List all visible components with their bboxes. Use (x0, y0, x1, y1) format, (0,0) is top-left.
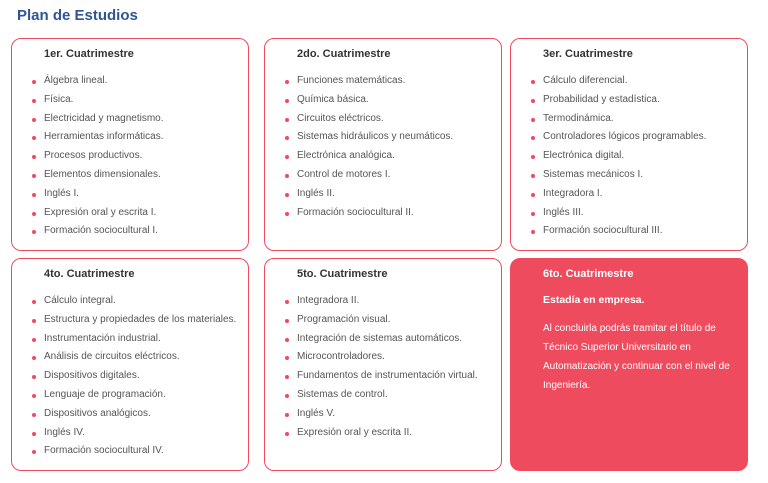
list-item: Cálculo integral. (32, 292, 236, 311)
list-item: Expresión oral y escrita I. (32, 204, 164, 223)
list-item: Electrónica digital. (531, 147, 706, 166)
list-item: Electrónica analógica. (285, 147, 453, 166)
list-item: Integración de sistemas automáticos. (285, 330, 478, 349)
list-item: Integradora I. (531, 185, 706, 204)
list-item: Fundamentos de instrumentación virtual. (285, 367, 478, 386)
list-item: Electricidad y magnetismo. (32, 110, 164, 129)
subject-list (531, 72, 706, 241)
list-item: Formación sociocultural IV. (32, 442, 236, 461)
card-title: 6to. Cuatrimestre (543, 268, 634, 280)
list-item: Inglés III. (531, 204, 706, 223)
card-cuatrimestre-4 (11, 258, 249, 471)
card-title: 5to. Cuatrimestre (297, 268, 388, 280)
list-item: Cálculo diferencial. (531, 72, 706, 91)
list-item: Inglés II. (285, 185, 453, 204)
list-item: Funciones matemáticas. (285, 72, 453, 91)
list-item: Física. (32, 91, 164, 110)
card-subtitle: Estadía en empresa. (543, 294, 645, 306)
list-item: Inglés IV. (32, 424, 236, 443)
list-item: Integradora II. (285, 292, 478, 311)
list-item: Probabilidad y estadística. (531, 91, 706, 110)
list-item: Instrumentación industrial. (32, 330, 236, 349)
list-item: Elementos dimensionales. (32, 166, 164, 185)
card-cuatrimestre-6 (510, 258, 748, 471)
list-item: Química básica. (285, 91, 453, 110)
list-item: Control de motores I. (285, 166, 453, 185)
list-item: Dispositivos analógicos. (32, 405, 236, 424)
card-title: 4to. Cuatrimestre (44, 268, 135, 280)
list-item: Termodinámica. (531, 110, 706, 129)
subject-list (285, 292, 478, 442)
list-item: Análisis de circuitos eléctricos. (32, 348, 236, 367)
card-cuatrimestre-5 (264, 258, 502, 471)
list-item: Álgebra lineal. (32, 72, 164, 91)
list-item: Sistemas hidráulicos y neumáticos. (285, 128, 453, 147)
list-item: Herramientas informáticas. (32, 128, 164, 147)
list-item: Inglés I. (32, 185, 164, 204)
card-title: 3er. Cuatrimestre (543, 48, 633, 60)
list-item: Dispositivos digitales. (32, 367, 236, 386)
list-item: Procesos productivos. (32, 147, 164, 166)
list-item: Formación sociocultural III. (531, 222, 706, 241)
subject-list (285, 72, 453, 222)
list-item: Programación visual. (285, 311, 478, 330)
page-title: Plan de Estudios (17, 7, 138, 24)
card-title: 2do. Cuatrimestre (297, 48, 391, 60)
subject-list (32, 72, 164, 241)
list-item: Estructura y propiedades de los materiales. (32, 311, 236, 330)
subject-list (32, 292, 236, 461)
list-item: Expresión oral y escrita II. (285, 424, 478, 443)
card-cuatrimestre-2 (264, 38, 502, 251)
list-item: Formación sociocultural II. (285, 204, 453, 223)
list-item: Sistemas de control. (285, 386, 478, 405)
card-description: Al concluirla podrás tramitar el título de Técnico Superior Universitario en Automatización y continuar con el nivel de Ingeniería. (543, 323, 730, 391)
list-item: Inglés V. (285, 405, 478, 424)
list-item: Sistemas mecánicos I. (531, 166, 706, 185)
card-cuatrimestre-1 (11, 38, 249, 251)
list-item: Formación sociocultural I. (32, 222, 164, 241)
list-item: Circuitos eléctricos. (285, 110, 453, 129)
card-cuatrimestre-3 (510, 38, 748, 251)
list-item: Microcontroladores. (285, 348, 478, 367)
list-item: Controladores lógicos programables. (531, 128, 706, 147)
list-item: Lenguaje de programación. (32, 386, 236, 405)
card-title: 1er. Cuatrimestre (44, 48, 134, 60)
